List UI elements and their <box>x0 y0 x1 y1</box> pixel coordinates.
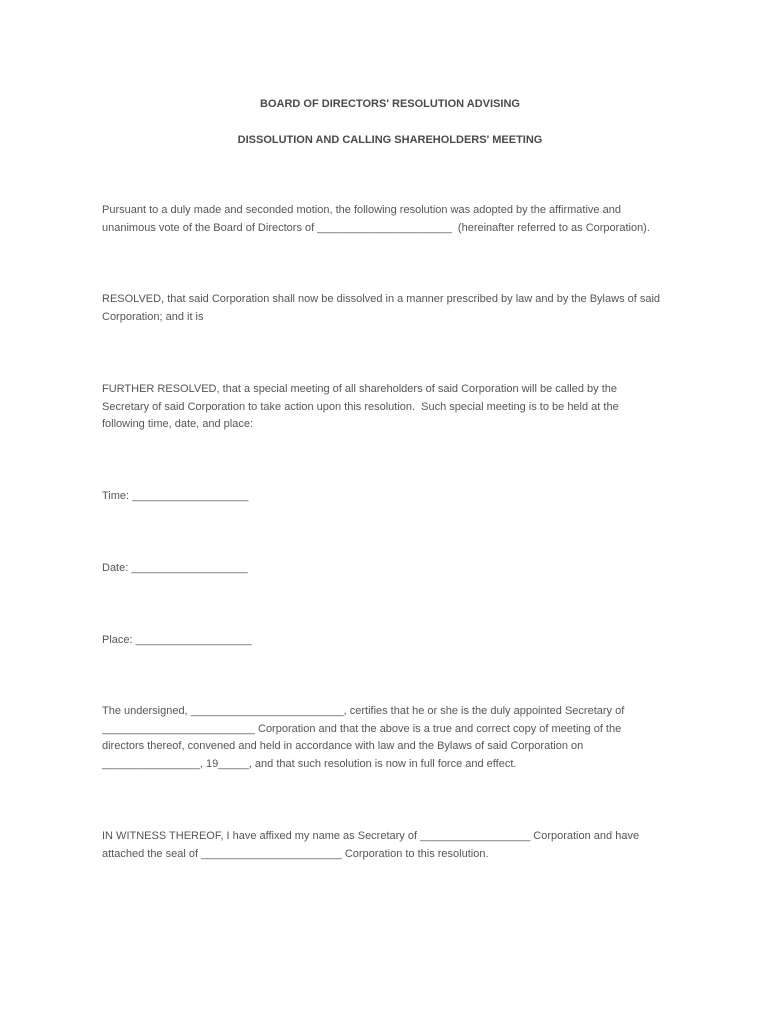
witness-line: IN WITNESS THEREOF, I have affixed my name as Secretary of __________________ Corporation and have <box>102 830 640 842</box>
resolved-paragraph <box>102 291 692 326</box>
document-title-line-2: DISSOLUTION AND CALLING SHAREHOLDERS' MEETING <box>237 134 543 146</box>
resolved-line: RESOLVED, that said Corporation shall now be dissolved in a manner prescribed by law and by the Bylaws of said <box>102 293 661 305</box>
witness-line: attached the seal of _______________________ Corporation to this resolution. <box>102 847 489 860</box>
place-field <box>102 632 692 650</box>
time-field-text: Time: ___________________ <box>102 490 249 502</box>
intro-line: Pursuant to a duly made and seconded motion, the following resolution was adopted by the affirmative and <box>102 204 621 216</box>
further-resolved-paragraph <box>102 381 692 434</box>
certification-line: ________________, 19_____, and that such resolution is now in full force and effect. <box>102 758 517 771</box>
intro-line: unanimous vote of the Board of Directors of ______________________ (hereinafter referred to as Corporation). <box>102 221 650 234</box>
resolved-line: Corporation; and it is <box>102 310 204 323</box>
place-field-text: Place: ___________________ <box>102 634 252 646</box>
further-resolved-line: following time, date, and place: <box>102 418 254 431</box>
date-field <box>102 560 692 578</box>
intro-paragraph <box>102 202 692 237</box>
date-field-text: Date: ___________________ <box>102 562 248 574</box>
further-resolved-line: Secretary of said Corporation to take action upon this resolution. Such special meeting is to be held at the <box>102 400 619 413</box>
further-resolved-line: FURTHER RESOLVED, that a special meeting of all shareholders of said Corporation will be called by the <box>102 383 618 395</box>
certification-line: directors thereof, convened and held in accordance with law and the Bylaws of said Corporation on <box>102 740 584 753</box>
certification-line: _________________________ Corporation and that the above is a true and correct copy of meeting of the <box>102 722 622 735</box>
certification-line: The undersigned, _________________________, certifies that he or she is the duly appointed Secretary of <box>102 705 625 717</box>
certification-paragraph <box>102 703 692 774</box>
time-field <box>102 488 692 506</box>
witness-paragraph <box>102 828 692 863</box>
document-title-line-1: BOARD OF DIRECTORS' RESOLUTION ADVISING <box>260 98 520 110</box>
